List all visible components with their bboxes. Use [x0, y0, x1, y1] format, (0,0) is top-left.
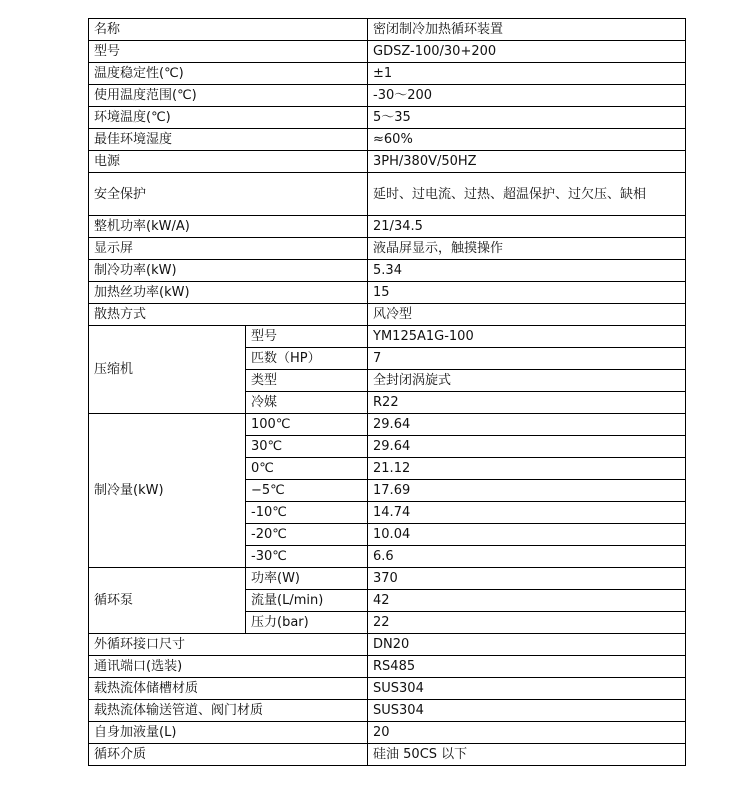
sub-label: 冷媒 [246, 392, 368, 414]
row-label: 最佳环境湿度 [89, 129, 368, 151]
row-value: ±1 [368, 63, 686, 85]
table-row [89, 151, 686, 173]
table-row [89, 19, 686, 41]
sub-value: 14.74 [368, 502, 686, 524]
sub-value: 22 [368, 612, 686, 634]
sub-label: 100℃ [246, 414, 368, 436]
table-row [89, 304, 686, 326]
row-label: 安全保护 [89, 173, 368, 216]
row-label: 型号 [89, 41, 368, 63]
row-value: 5.34 [368, 260, 686, 282]
table-row [89, 129, 686, 151]
sub-value: 7 [368, 348, 686, 370]
table-row [89, 678, 686, 700]
row-value: 5～35 [368, 107, 686, 129]
row-value: 延时、过电流、过热、超温保护、过欠压、缺相 [368, 173, 686, 216]
table-row [89, 41, 686, 63]
table-row [89, 744, 686, 766]
row-value: 密闭制冷加热循环装置 [368, 19, 686, 41]
table-row [89, 107, 686, 129]
row-value: 15 [368, 282, 686, 304]
table-row [89, 238, 686, 260]
sub-value: 6.6 [368, 546, 686, 568]
row-label: 电源 [89, 151, 368, 173]
group-label-pump: 循环泵 [89, 568, 246, 634]
row-label: 通讯端口(选装) [89, 656, 368, 678]
sub-label: 0℃ [246, 458, 368, 480]
sub-label: 匹数（HP） [246, 348, 368, 370]
row-value: RS485 [368, 656, 686, 678]
table-row [89, 282, 686, 304]
table-row [89, 656, 686, 678]
table-row [89, 414, 686, 436]
sub-label: 流量(L/min) [246, 590, 368, 612]
table-row [89, 216, 686, 238]
sub-label: -10℃ [246, 502, 368, 524]
sub-label: 类型 [246, 370, 368, 392]
row-value: DN20 [368, 634, 686, 656]
row-value: -30～200 [368, 85, 686, 107]
row-label: 温度稳定性(℃) [89, 63, 368, 85]
row-label: 显示屏 [89, 238, 368, 260]
table-row [89, 568, 686, 590]
table-row [89, 85, 686, 107]
row-value: GDSZ-100/30+200 [368, 41, 686, 63]
row-label: 外循环接口尺寸 [89, 634, 368, 656]
row-label: 整机功率(kW/A) [89, 216, 368, 238]
row-label: 制冷功率(kW) [89, 260, 368, 282]
row-label: 载热流体输送管道、阀门材质 [89, 700, 368, 722]
sub-value: YM125A1G-100 [368, 326, 686, 348]
row-value: 20 [368, 722, 686, 744]
sub-value: 29.64 [368, 414, 686, 436]
row-value: 液晶屏显示，触摸操作 [368, 238, 686, 260]
table-row [89, 722, 686, 744]
row-value: ≈60% [368, 129, 686, 151]
table-row [89, 634, 686, 656]
row-label: 使用温度范围(℃) [89, 85, 368, 107]
sub-label: 型号 [246, 326, 368, 348]
row-label: 循环介质 [89, 744, 368, 766]
sub-value: 42 [368, 590, 686, 612]
table-row [89, 173, 686, 216]
row-value: SUS304 [368, 700, 686, 722]
sub-value: 17.69 [368, 480, 686, 502]
sub-value: 10.04 [368, 524, 686, 546]
group-label-cooling: 制冷量(kW) [89, 414, 246, 568]
row-label: 加热丝功率(kW) [89, 282, 368, 304]
sub-label: 压力(bar) [246, 612, 368, 634]
table-row [89, 700, 686, 722]
sub-label: −5℃ [246, 480, 368, 502]
row-label: 散热方式 [89, 304, 368, 326]
row-label: 自身加液量(L) [89, 722, 368, 744]
sub-value: 全封闭涡旋式 [368, 370, 686, 392]
table-row [89, 326, 686, 348]
table-row [89, 260, 686, 282]
sub-label: 功率(W) [246, 568, 368, 590]
row-label: 环境温度(℃) [89, 107, 368, 129]
row-value: 3PH/380V/50HZ [368, 151, 686, 173]
row-value: 21/34.5 [368, 216, 686, 238]
row-value: SUS304 [368, 678, 686, 700]
group-label-compressor: 压缩机 [89, 326, 246, 414]
table-row [89, 63, 686, 85]
sub-label: -20℃ [246, 524, 368, 546]
sub-value: 21.12 [368, 458, 686, 480]
row-label: 载热流体储槽材质 [89, 678, 368, 700]
row-value: 硅油 50CS 以下 [368, 744, 686, 766]
sub-value: 370 [368, 568, 686, 590]
sub-value: R22 [368, 392, 686, 414]
sub-value: 29.64 [368, 436, 686, 458]
row-label: 名称 [89, 19, 368, 41]
sub-label: -30℃ [246, 546, 368, 568]
sub-label: 30℃ [246, 436, 368, 458]
spec-table [88, 18, 686, 766]
row-value: 风冷型 [368, 304, 686, 326]
